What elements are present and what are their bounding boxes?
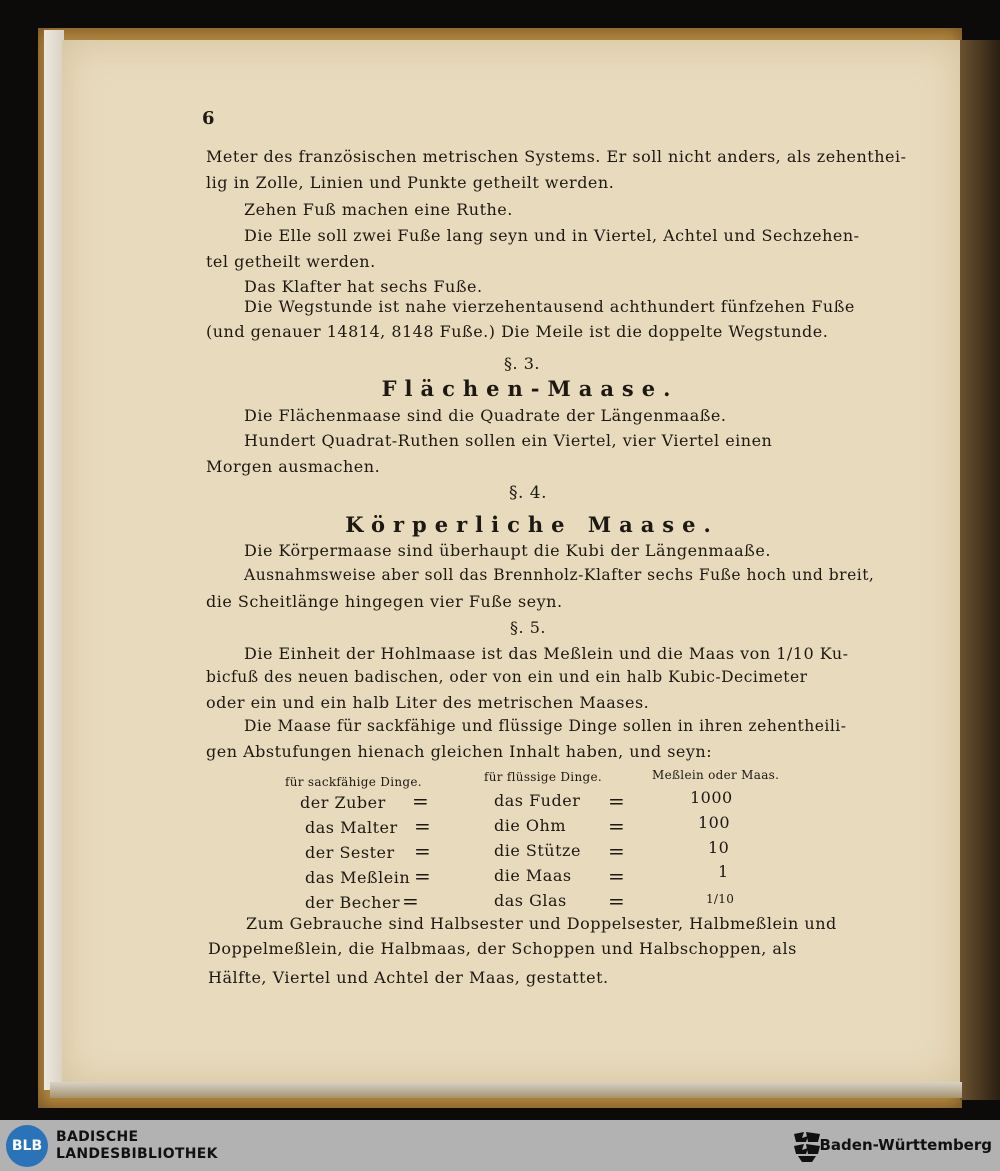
dry-measure: das Malter — [305, 818, 398, 837]
text-line: lig in Zolle, Linien und Punkte getheilt werden. — [206, 173, 615, 192]
section-3-heading: Flächen-Maase. — [381, 376, 679, 401]
equals-sign: = — [608, 789, 626, 813]
text-line: Die Flächenmaase sind die Quadrate der Längenmaaße. — [244, 406, 727, 425]
dry-measure: der Sester — [305, 843, 395, 862]
dry-measure: das Meßlein — [305, 868, 411, 887]
equals-sign: = — [608, 864, 626, 888]
text-line: Die Wegstunde ist nahe vierzehentausend achthundert fünfzehen Fuße — [244, 297, 855, 316]
dry-measure: der Zuber — [300, 793, 386, 812]
text-line: Die Elle soll zwei Fuße lang seyn und in Viertel, Achtel und Sechzehen- — [244, 226, 860, 245]
page-number: 6 — [202, 108, 216, 129]
text-line: Ausnahmsweise aber soll das Brennholz-Klafter sechs Fuße hoch und breit, — [244, 566, 875, 584]
library-name — [56, 1129, 218, 1163]
equals-sign: = — [412, 789, 430, 813]
equals-sign: = — [402, 889, 420, 913]
text-line: Die Körpermaase sind überhaupt die Kubi der Längenmaaße. — [244, 541, 771, 560]
equals-sign: = — [608, 889, 626, 913]
page-stack-edge — [44, 30, 64, 1090]
library-name-line2: LANDESBIBLIOTHEK — [56, 1146, 218, 1162]
measure-value: 10 — [708, 838, 730, 857]
section-3-number: §. 3. — [504, 354, 540, 373]
footer-bar — [0, 1120, 1000, 1171]
text-line: die Scheitlänge hingegen vier Fuße seyn. — [206, 592, 563, 611]
table-header-liquid: für flüssige Dinge. — [484, 770, 602, 784]
measure-value: 1 — [718, 862, 729, 881]
text-line: Hundert Quadrat-Ruthen sollen ein Viertel, vier Viertel einen — [244, 431, 773, 450]
text-line: Hälfte, Viertel und Achtel der Maas, gestattet. — [208, 968, 609, 987]
text-line: tel getheilt werden. — [206, 252, 376, 271]
text-line: (und genauer 14814, 8148 Fuße.) Die Meile ist die doppelte Wegstunde. — [206, 322, 829, 341]
equals-sign: = — [414, 864, 432, 888]
section-4-heading: Körperliche Maase. — [345, 512, 719, 537]
section-5-number: §. 5. — [510, 618, 546, 637]
text-line: bicfuß des neuen badischen, oder von ein und ein halb Kubic-Decimeter — [206, 668, 808, 686]
right-cover-strip — [960, 40, 1000, 1100]
liquid-measure: das Fuder — [494, 791, 581, 810]
measure-value: 1/10 — [706, 892, 735, 906]
liquid-measure: die Stütze — [494, 841, 581, 860]
blb-logo-icon: BLB — [6, 1125, 48, 1167]
text-line: Zehen Fuß machen eine Ruthe. — [244, 200, 513, 219]
equals-sign: = — [608, 814, 626, 838]
dry-measure: der Becher — [305, 893, 401, 912]
text-line: gen Abstufungen hienach gleichen Inhalt haben, und seyn: — [206, 742, 713, 761]
equals-sign: = — [414, 814, 432, 838]
text-line: Zum Gebrauche sind Halbsester und Doppelsester, Halbmeßlein und — [246, 914, 837, 933]
library-name-line1: BADISCHE — [56, 1129, 139, 1145]
text-line: Morgen ausmachen. — [206, 457, 381, 476]
liquid-measure: das Glas — [494, 891, 567, 910]
table-header-value: Meßlein oder Maas. — [652, 768, 780, 782]
text-line: Die Maase für sackfähige und flüssige Dinge sollen in ihren zehentheili- — [244, 717, 847, 735]
equals-sign: = — [414, 839, 432, 863]
text-line: Meter des französischen metrischen Systems. Er soll nicht anders, als zehenthei- — [206, 147, 907, 166]
measure-value: 100 — [698, 813, 731, 832]
text-line: oder ein und ein halb Liter des metrischen Maases. — [206, 693, 650, 712]
bottom-page-edge — [50, 1082, 962, 1098]
liquid-measure: die Ohm — [494, 816, 567, 835]
measure-value: 1000 — [690, 788, 733, 807]
section-4-number: §. 4. — [508, 483, 548, 503]
text-line: Doppelmeßlein, die Halbmaas, der Schoppen und Halbschoppen, als — [208, 939, 797, 958]
liquid-measure: die Maas — [494, 866, 572, 885]
table-header-dry: für sackfähige Dinge. — [285, 775, 422, 789]
text-line: Das Klafter hat sechs Fuße. — [244, 277, 483, 296]
state-name: Baden-Württemberg — [819, 1136, 992, 1154]
text-line: Die Einheit der Hohlmaase ist das Meßlein und die Maas von 1/10 Ku- — [244, 644, 849, 663]
equals-sign: = — [608, 839, 626, 863]
